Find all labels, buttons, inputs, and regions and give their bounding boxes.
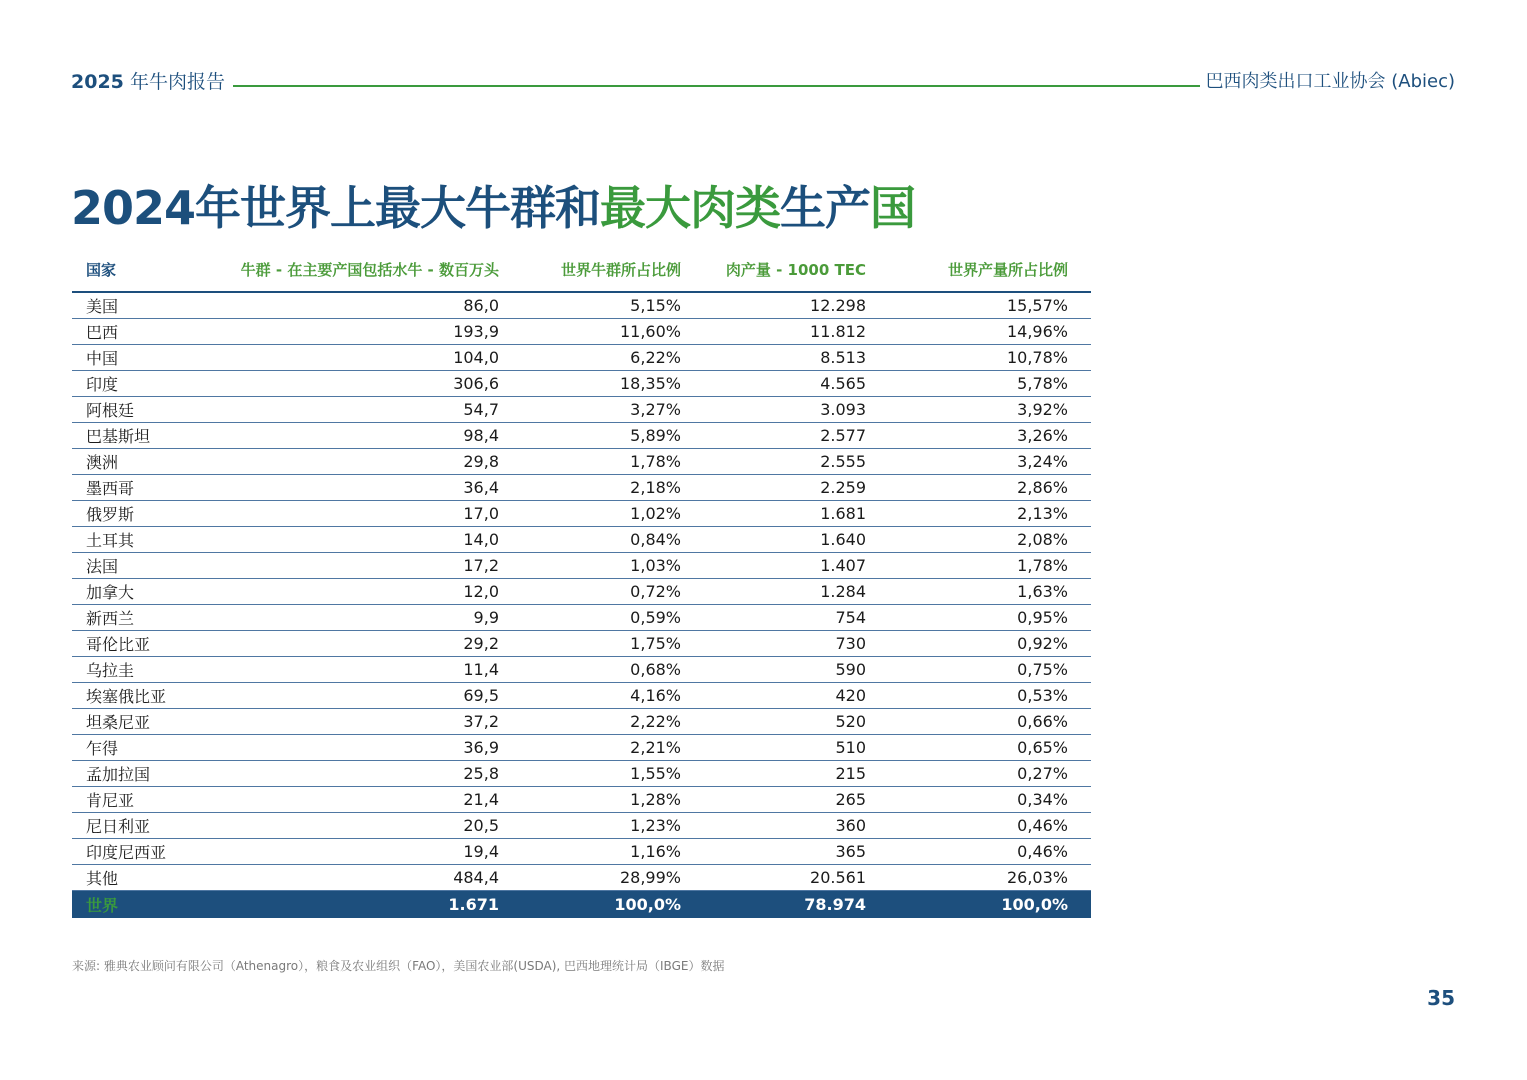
cell-country: 印度 bbox=[72, 371, 222, 397]
cell-meat-production: 8.513 bbox=[704, 345, 889, 371]
table-row bbox=[72, 475, 1091, 501]
cell-meat-production: 2.555 bbox=[704, 449, 889, 475]
table-row bbox=[72, 553, 1091, 579]
cell-herd: 37,2 bbox=[222, 709, 522, 735]
cell-production-share: 2,13% bbox=[889, 501, 1091, 527]
cell-herd-share: 1,75% bbox=[522, 631, 704, 657]
cell-herd-share: 100,0% bbox=[522, 891, 704, 919]
cell-production-share: 3,24% bbox=[889, 449, 1091, 475]
table-row bbox=[72, 657, 1091, 683]
report-title-text: 年牛肉报告 bbox=[129, 70, 225, 93]
cell-herd: 19,4 bbox=[222, 839, 522, 865]
cell-country: 澳洲 bbox=[72, 449, 222, 475]
table-row bbox=[72, 709, 1091, 735]
cell-meat-production: 1.284 bbox=[704, 579, 889, 605]
cattle-meat-table bbox=[72, 250, 1091, 918]
cell-country: 其他 bbox=[72, 865, 222, 891]
table-row bbox=[72, 787, 1091, 813]
cell-herd-share: 28,99% bbox=[522, 865, 704, 891]
table-row bbox=[72, 761, 1091, 787]
cell-meat-production: 20.561 bbox=[704, 865, 889, 891]
title-part-1: 2024年世界上最大牛群和 bbox=[71, 181, 601, 235]
cell-production-share: 15,57% bbox=[889, 292, 1091, 319]
table-row bbox=[72, 371, 1091, 397]
table-row bbox=[72, 527, 1091, 553]
cell-country: 坦桑尼亚 bbox=[72, 709, 222, 735]
table-body bbox=[72, 292, 1091, 918]
cell-meat-production: 2.577 bbox=[704, 423, 889, 449]
table-row bbox=[72, 397, 1091, 423]
cell-country: 阿根廷 bbox=[72, 397, 222, 423]
cell-country: 肯尼亚 bbox=[72, 787, 222, 813]
table-row bbox=[72, 865, 1091, 891]
column-header-herd-share: 世界牛群所占比例 bbox=[522, 250, 704, 292]
cell-herd-share: 5,89% bbox=[522, 423, 704, 449]
cell-meat-production: 1.407 bbox=[704, 553, 889, 579]
cell-meat-production: 510 bbox=[704, 735, 889, 761]
cell-meat-production: 3.093 bbox=[704, 397, 889, 423]
cell-meat-production: 365 bbox=[704, 839, 889, 865]
table-row bbox=[72, 735, 1091, 761]
cell-herd: 86,0 bbox=[222, 292, 522, 319]
cell-meat-production: 1.681 bbox=[704, 501, 889, 527]
cell-herd-share: 6,22% bbox=[522, 345, 704, 371]
cell-meat-production: 420 bbox=[704, 683, 889, 709]
cell-production-share: 1,63% bbox=[889, 579, 1091, 605]
cell-production-share: 0,53% bbox=[889, 683, 1091, 709]
cell-meat-production: 1.640 bbox=[704, 527, 889, 553]
cell-herd-share: 11,60% bbox=[522, 319, 704, 345]
column-header-meat-production: 肉产量 - 1000 TEC bbox=[704, 250, 889, 292]
cell-herd-share: 3,27% bbox=[522, 397, 704, 423]
cell-country: 新西兰 bbox=[72, 605, 222, 631]
cell-herd-share: 2,22% bbox=[522, 709, 704, 735]
cell-herd-share: 1,78% bbox=[522, 449, 704, 475]
cell-herd: 12,0 bbox=[222, 579, 522, 605]
cell-herd-share: 1,16% bbox=[522, 839, 704, 865]
cell-production-share: 3,26% bbox=[889, 423, 1091, 449]
cell-herd: 17,0 bbox=[222, 501, 522, 527]
table-row bbox=[72, 319, 1091, 345]
cell-herd: 98,4 bbox=[222, 423, 522, 449]
cell-herd: 306,6 bbox=[222, 371, 522, 397]
cell-country: 法国 bbox=[72, 553, 222, 579]
cell-herd-share: 0,84% bbox=[522, 527, 704, 553]
cell-production-share: 1,78% bbox=[889, 553, 1091, 579]
total-row bbox=[72, 891, 1091, 919]
table-row bbox=[72, 501, 1091, 527]
table-row bbox=[72, 423, 1091, 449]
cell-herd: 14,0 bbox=[222, 527, 522, 553]
cell-country: 乌拉圭 bbox=[72, 657, 222, 683]
cell-production-share: 100,0% bbox=[889, 891, 1091, 919]
cell-herd-share: 1,28% bbox=[522, 787, 704, 813]
cell-herd-share: 4,16% bbox=[522, 683, 704, 709]
report-title bbox=[71, 67, 225, 94]
cell-production-share: 0,46% bbox=[889, 813, 1091, 839]
table-row bbox=[72, 292, 1091, 319]
cell-country: 中国 bbox=[72, 345, 222, 371]
cell-country: 乍得 bbox=[72, 735, 222, 761]
header-divider bbox=[233, 85, 1200, 87]
cell-herd-share: 2,18% bbox=[522, 475, 704, 501]
cell-country: 尼日利亚 bbox=[72, 813, 222, 839]
cell-meat-production: 730 bbox=[704, 631, 889, 657]
cell-herd-share: 1,03% bbox=[522, 553, 704, 579]
cell-country: 土耳其 bbox=[72, 527, 222, 553]
cell-meat-production: 78.974 bbox=[704, 891, 889, 919]
cell-meat-production: 11.812 bbox=[704, 319, 889, 345]
cell-meat-production: 520 bbox=[704, 709, 889, 735]
cell-herd-share: 0,59% bbox=[522, 605, 704, 631]
cell-production-share: 0,92% bbox=[889, 631, 1091, 657]
cell-herd-share: 0,68% bbox=[522, 657, 704, 683]
cell-production-share: 14,96% bbox=[889, 319, 1091, 345]
cell-herd: 193,9 bbox=[222, 319, 522, 345]
table-row bbox=[72, 605, 1091, 631]
cell-production-share: 0,27% bbox=[889, 761, 1091, 787]
cell-country: 加拿大 bbox=[72, 579, 222, 605]
cell-production-share: 0,34% bbox=[889, 787, 1091, 813]
cell-country: 俄罗斯 bbox=[72, 501, 222, 527]
cell-herd: 9,9 bbox=[222, 605, 522, 631]
cell-production-share: 0,75% bbox=[889, 657, 1091, 683]
cell-herd: 21,4 bbox=[222, 787, 522, 813]
cell-herd: 29,2 bbox=[222, 631, 522, 657]
cell-meat-production: 590 bbox=[704, 657, 889, 683]
cell-herd: 25,8 bbox=[222, 761, 522, 787]
cell-production-share: 2,86% bbox=[889, 475, 1091, 501]
table-row bbox=[72, 813, 1091, 839]
cell-production-share: 2,08% bbox=[889, 527, 1091, 553]
cell-meat-production: 4.565 bbox=[704, 371, 889, 397]
page-header bbox=[71, 66, 1455, 94]
cell-country: 墨西哥 bbox=[72, 475, 222, 501]
cell-meat-production: 360 bbox=[704, 813, 889, 839]
column-header-herd: 牛群 - 在主要产国包括水牛 - 数百万头 bbox=[222, 250, 522, 292]
cell-herd-share: 1,55% bbox=[522, 761, 704, 787]
table-row bbox=[72, 345, 1091, 371]
cell-herd-share: 1,02% bbox=[522, 501, 704, 527]
page-title bbox=[71, 172, 915, 238]
cell-production-share: 0,46% bbox=[889, 839, 1091, 865]
cell-meat-production: 12.298 bbox=[704, 292, 889, 319]
title-part-4: 国 bbox=[870, 181, 916, 235]
cell-meat-production: 215 bbox=[704, 761, 889, 787]
cell-meat-production: 2.259 bbox=[704, 475, 889, 501]
cell-country: 世界 bbox=[72, 891, 222, 919]
cell-herd-share: 2,21% bbox=[522, 735, 704, 761]
cell-production-share: 3,92% bbox=[889, 397, 1091, 423]
cell-production-share: 26,03% bbox=[889, 865, 1091, 891]
cell-herd: 484,4 bbox=[222, 865, 522, 891]
cell-herd: 36,4 bbox=[222, 475, 522, 501]
cell-production-share: 0,65% bbox=[889, 735, 1091, 761]
cell-herd: 36,9 bbox=[222, 735, 522, 761]
cell-herd: 20,5 bbox=[222, 813, 522, 839]
report-year: 2025 bbox=[71, 70, 124, 93]
table-header-row bbox=[72, 250, 1091, 292]
cell-country: 巴基斯坦 bbox=[72, 423, 222, 449]
table-row bbox=[72, 683, 1091, 709]
cell-country: 埃塞俄比亚 bbox=[72, 683, 222, 709]
cell-herd-share: 18,35% bbox=[522, 371, 704, 397]
cell-herd: 1.671 bbox=[222, 891, 522, 919]
cell-herd-share: 0,72% bbox=[522, 579, 704, 605]
cell-country: 哥伦比亚 bbox=[72, 631, 222, 657]
cell-country: 孟加拉国 bbox=[72, 761, 222, 787]
column-header-country: 国家 bbox=[72, 250, 222, 292]
page-number: 35 bbox=[1427, 986, 1455, 1010]
column-header-production-share: 世界产量所占比例 bbox=[889, 250, 1091, 292]
table-row bbox=[72, 839, 1091, 865]
title-part-2: 最大肉类 bbox=[600, 181, 781, 235]
cell-herd: 17,2 bbox=[222, 553, 522, 579]
cell-production-share: 0,95% bbox=[889, 605, 1091, 631]
organization-name: 巴西肉类出口工业协会 (Abiec) bbox=[1205, 71, 1455, 92]
cell-herd: 69,5 bbox=[222, 683, 522, 709]
table-row bbox=[72, 449, 1091, 475]
cell-country: 印度尼西亚 bbox=[72, 839, 222, 865]
cell-herd: 11,4 bbox=[222, 657, 522, 683]
source-note: 来源: 雅典农业顾问有限公司（Athenagro），粮食及农业组织（FAO），美国农业部(USDA), 巴西地理统计局（IBGE）数据 bbox=[72, 959, 725, 973]
cell-herd: 104,0 bbox=[222, 345, 522, 371]
cell-production-share: 0,66% bbox=[889, 709, 1091, 735]
table-row bbox=[72, 631, 1091, 657]
cell-production-share: 10,78% bbox=[889, 345, 1091, 371]
cell-country: 巴西 bbox=[72, 319, 222, 345]
cell-meat-production: 754 bbox=[704, 605, 889, 631]
cell-herd-share: 1,23% bbox=[522, 813, 704, 839]
title-part-3: 生产 bbox=[780, 181, 871, 235]
cell-meat-production: 265 bbox=[704, 787, 889, 813]
cell-herd: 54,7 bbox=[222, 397, 522, 423]
cell-country: 美国 bbox=[72, 292, 222, 319]
cell-herd: 29,8 bbox=[222, 449, 522, 475]
cell-herd-share: 5,15% bbox=[522, 292, 704, 319]
table-row bbox=[72, 579, 1091, 605]
cell-production-share: 5,78% bbox=[889, 371, 1091, 397]
